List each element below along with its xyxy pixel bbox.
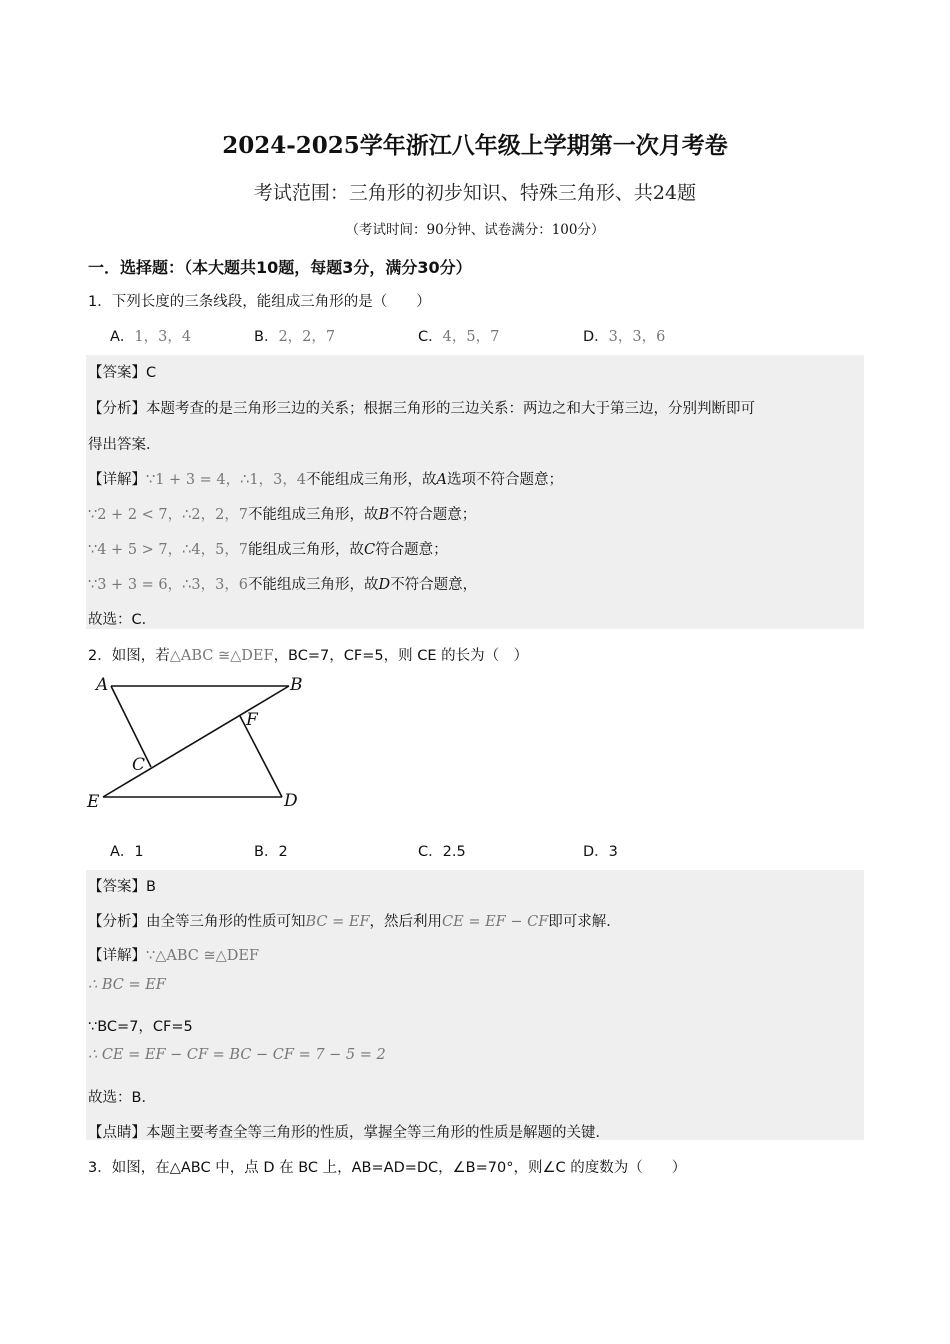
q2-analysis: 【分析】由全等三角形的性质可知BC = EF，然后利用CE = EF − CF即可求解． — [88, 914, 621, 930]
q1-choice: 故选：C． — [88, 612, 157, 628]
q2-detail: 【详解】∵△ABC ≅△DEF — [88, 948, 260, 964]
q1-analysis-line1: 【分析】本题考查的是三角形三边的关系；根据三角形的三边关系：两边之和大于第三边，分别判断即可 — [88, 401, 755, 417]
q1-stem: 1．下列长度的三条线段，能组成三角形的是（ ） — [88, 294, 431, 310]
label-e: E — [87, 792, 100, 812]
label-f: F — [246, 710, 258, 730]
segment-be — [103, 686, 289, 797]
q1-detail-line2: ∵2 + 2 < 7，∴2，2，7不能组成三角形，故B不符合题意； — [88, 507, 477, 523]
exam-note: （考试时间：90分钟、试卷满分：100分） — [345, 222, 605, 238]
q2-answer: 【答案】B — [88, 879, 156, 895]
q2-choice: 故选：B． — [88, 1090, 156, 1106]
q1-answer: 【答案】C — [88, 365, 157, 381]
q1-option-a: A．1，3，4 — [110, 329, 192, 345]
q1-detail-line3: ∵4 + 5 > 7，∴4，5，7能组成三角形，故C符合题意； — [88, 542, 448, 558]
q1-detail-line4: ∵3 + 3 = 6，∴3，3，6不能组成三角形，故D不符合题意， — [88, 577, 478, 593]
q1-option-d: D．3，3，6 — [583, 329, 666, 345]
q2-step-2: ∵BC=7，CF=5 — [88, 1019, 193, 1035]
q2-option-c: C．2.5 — [418, 844, 466, 860]
q2-step-1: ∴ BC = EF — [88, 977, 166, 993]
q2-figure — [84, 670, 314, 815]
label-c: C — [132, 755, 146, 775]
q3-stem: 3．如图，在△ABC 中，点 D 在 BC 上，AB=AD=DC，∠B=70°，则∠C 的度数为（ ） — [88, 1160, 687, 1176]
q2-option-d: D．3 — [583, 844, 618, 860]
page-title: 2024-2025学年浙江八年级上学期第一次月考卷 — [222, 132, 728, 159]
q1-analysis-line2: 得出答案． — [88, 437, 161, 453]
q1-option-c: C．4，5，7 — [418, 329, 500, 345]
label-d: D — [284, 791, 298, 811]
label-b: B — [290, 675, 303, 695]
q1-detail-line1: 【详解】∵1 + 3 = 4，∴1，3，4不能组成三角形，故A选项不符合题意； — [88, 472, 564, 488]
q2-stem: 2．如图，若△ABC ≅△DEF，BC=7，CF=5，则 CE 的长为（ ） — [88, 648, 529, 664]
q2-option-b: B．2 — [254, 844, 288, 860]
q2-comment: 【点睛】本题主要考查全等三角形的性质，掌握全等三角形的性质是解题的关键． — [88, 1125, 610, 1141]
section-heading: 一．选择题：（本大题共10题，每题3分，满分30分） — [88, 258, 472, 277]
q1-option-b: B．2，2，7 — [254, 329, 336, 345]
q2-step-3: ∴ CE = EF − CF = BC − CF = 7 − 5 = 2 — [88, 1047, 386, 1063]
q2-option-a: A．1 — [110, 844, 144, 860]
exam-scope: 考试范围：三角形的初步知识、特殊三角形、共24题 — [253, 182, 697, 204]
label-a: A — [96, 675, 109, 695]
